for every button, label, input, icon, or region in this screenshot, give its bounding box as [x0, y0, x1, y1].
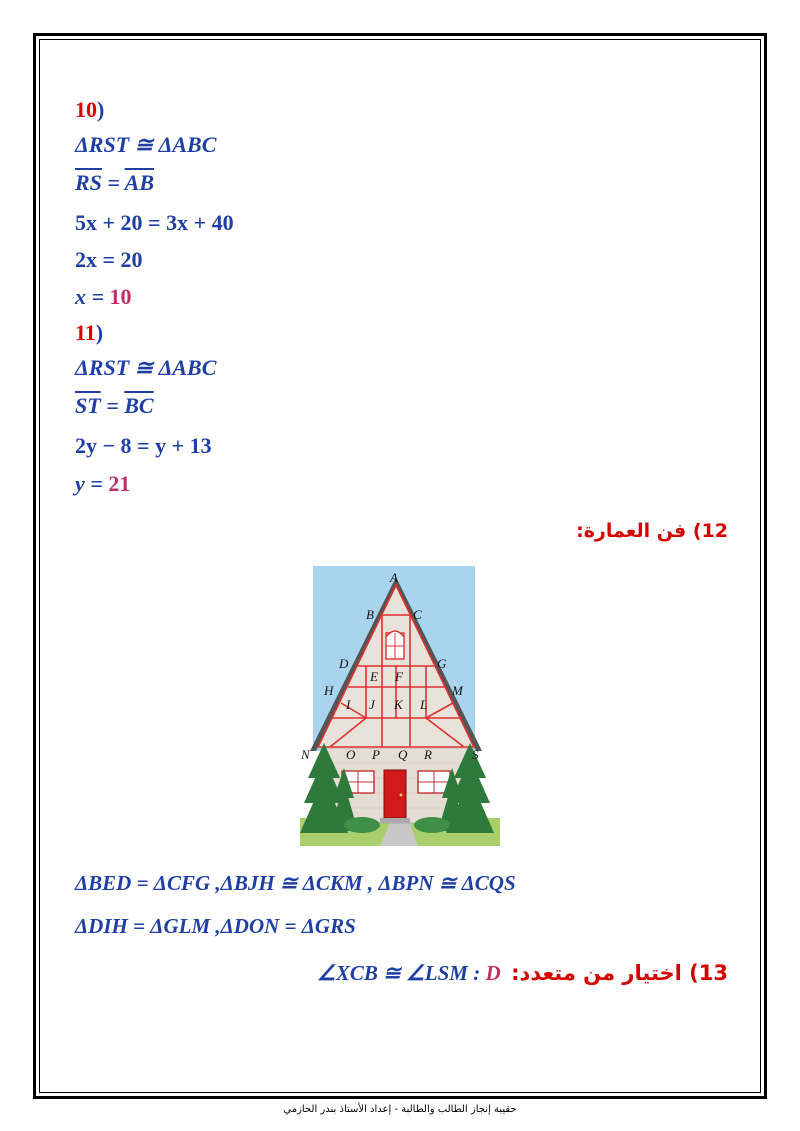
left-bush [344, 817, 380, 833]
house-figure [300, 563, 500, 846]
label-m: M [452, 683, 463, 698]
problem-11-solution [75, 471, 130, 497]
segment-st: $\overline{ST}$ [75, 393, 101, 418]
problem-10-segments [75, 170, 154, 196]
label-b: B [366, 607, 374, 622]
label-o: O [346, 747, 356, 762]
problem-11-congruence: ΔRST ≅ ΔABC [75, 355, 217, 380]
segment-ab: $\overline{AB}$ [124, 170, 155, 195]
label-i: I [346, 697, 351, 712]
problem-13-equation: ∠XCB ≅ ∠LSM [317, 961, 468, 985]
problem-13-separator: : [467, 961, 486, 985]
segment-bc: $\overline{BC}$ [124, 393, 154, 418]
label-a: A [390, 570, 398, 585]
problem-11-number [75, 320, 103, 346]
label-c: C [413, 607, 422, 622]
problem-11-equation: 2y − 8 = y + 13 [75, 433, 212, 458]
right-bush [414, 817, 450, 833]
equals-sign: = [100, 393, 125, 418]
problem-11-paren: ) [95, 320, 104, 345]
label-p: P [372, 747, 380, 762]
label-l: L [420, 697, 428, 712]
problem-11-segments [75, 393, 154, 419]
page-footer: حقيبة إنجاز الطالب والطالبة - إعداد الأستاذ بندر الحازمي [283, 1104, 517, 1115]
problem-10-solution [75, 284, 132, 310]
label-s: S [472, 747, 479, 762]
label-g: G [437, 656, 447, 671]
label-f: F [395, 669, 403, 684]
problem-12-heading: 12) فن العمارة: [576, 520, 728, 542]
problem-10-num: 10 [75, 97, 97, 122]
problem-12-answer-line-2: ΔDIH = ΔGLM ,ΔDON = ΔGRS [75, 914, 356, 938]
problem-13-line [317, 961, 728, 986]
problem-10-congruence: ΔRST ≅ ΔABC [75, 132, 217, 157]
problem-10-number [75, 97, 104, 123]
door-knob [400, 794, 403, 797]
solution-variable: x = [75, 284, 110, 309]
front-door [384, 770, 406, 818]
label-d: D [339, 656, 349, 671]
solution-variable: y = [75, 471, 109, 496]
label-k: K [394, 697, 403, 712]
problem-11-num: 11 [75, 320, 96, 345]
label-q: Q [398, 747, 408, 762]
label-r: R [424, 747, 432, 762]
label-e: E [370, 669, 378, 684]
problem-12-answer-line-1: ΔBED = ΔCFG ,ΔBJH ≅ ΔCKM , ΔBPN ≅ ΔCQS [75, 871, 516, 895]
label-j: J [369, 697, 375, 712]
problem-10-paren: ) [97, 97, 105, 122]
solution-value: 21 [108, 471, 131, 496]
problem-10-equation: 5x + 20 = 3x + 40 [75, 210, 234, 235]
problem-13-label: 13) اختيار من متعدد: [511, 961, 728, 985]
door-step [380, 818, 410, 823]
label-n: N [301, 747, 310, 762]
segment-rs: $\overline{RS}$ [75, 170, 102, 195]
solution-value: 10 [109, 284, 132, 309]
equals-sign: = [101, 170, 125, 195]
problem-13-option: D [485, 961, 501, 985]
problem-10-simplified: 2x = 20 [75, 247, 143, 272]
label-h: H [324, 683, 334, 698]
